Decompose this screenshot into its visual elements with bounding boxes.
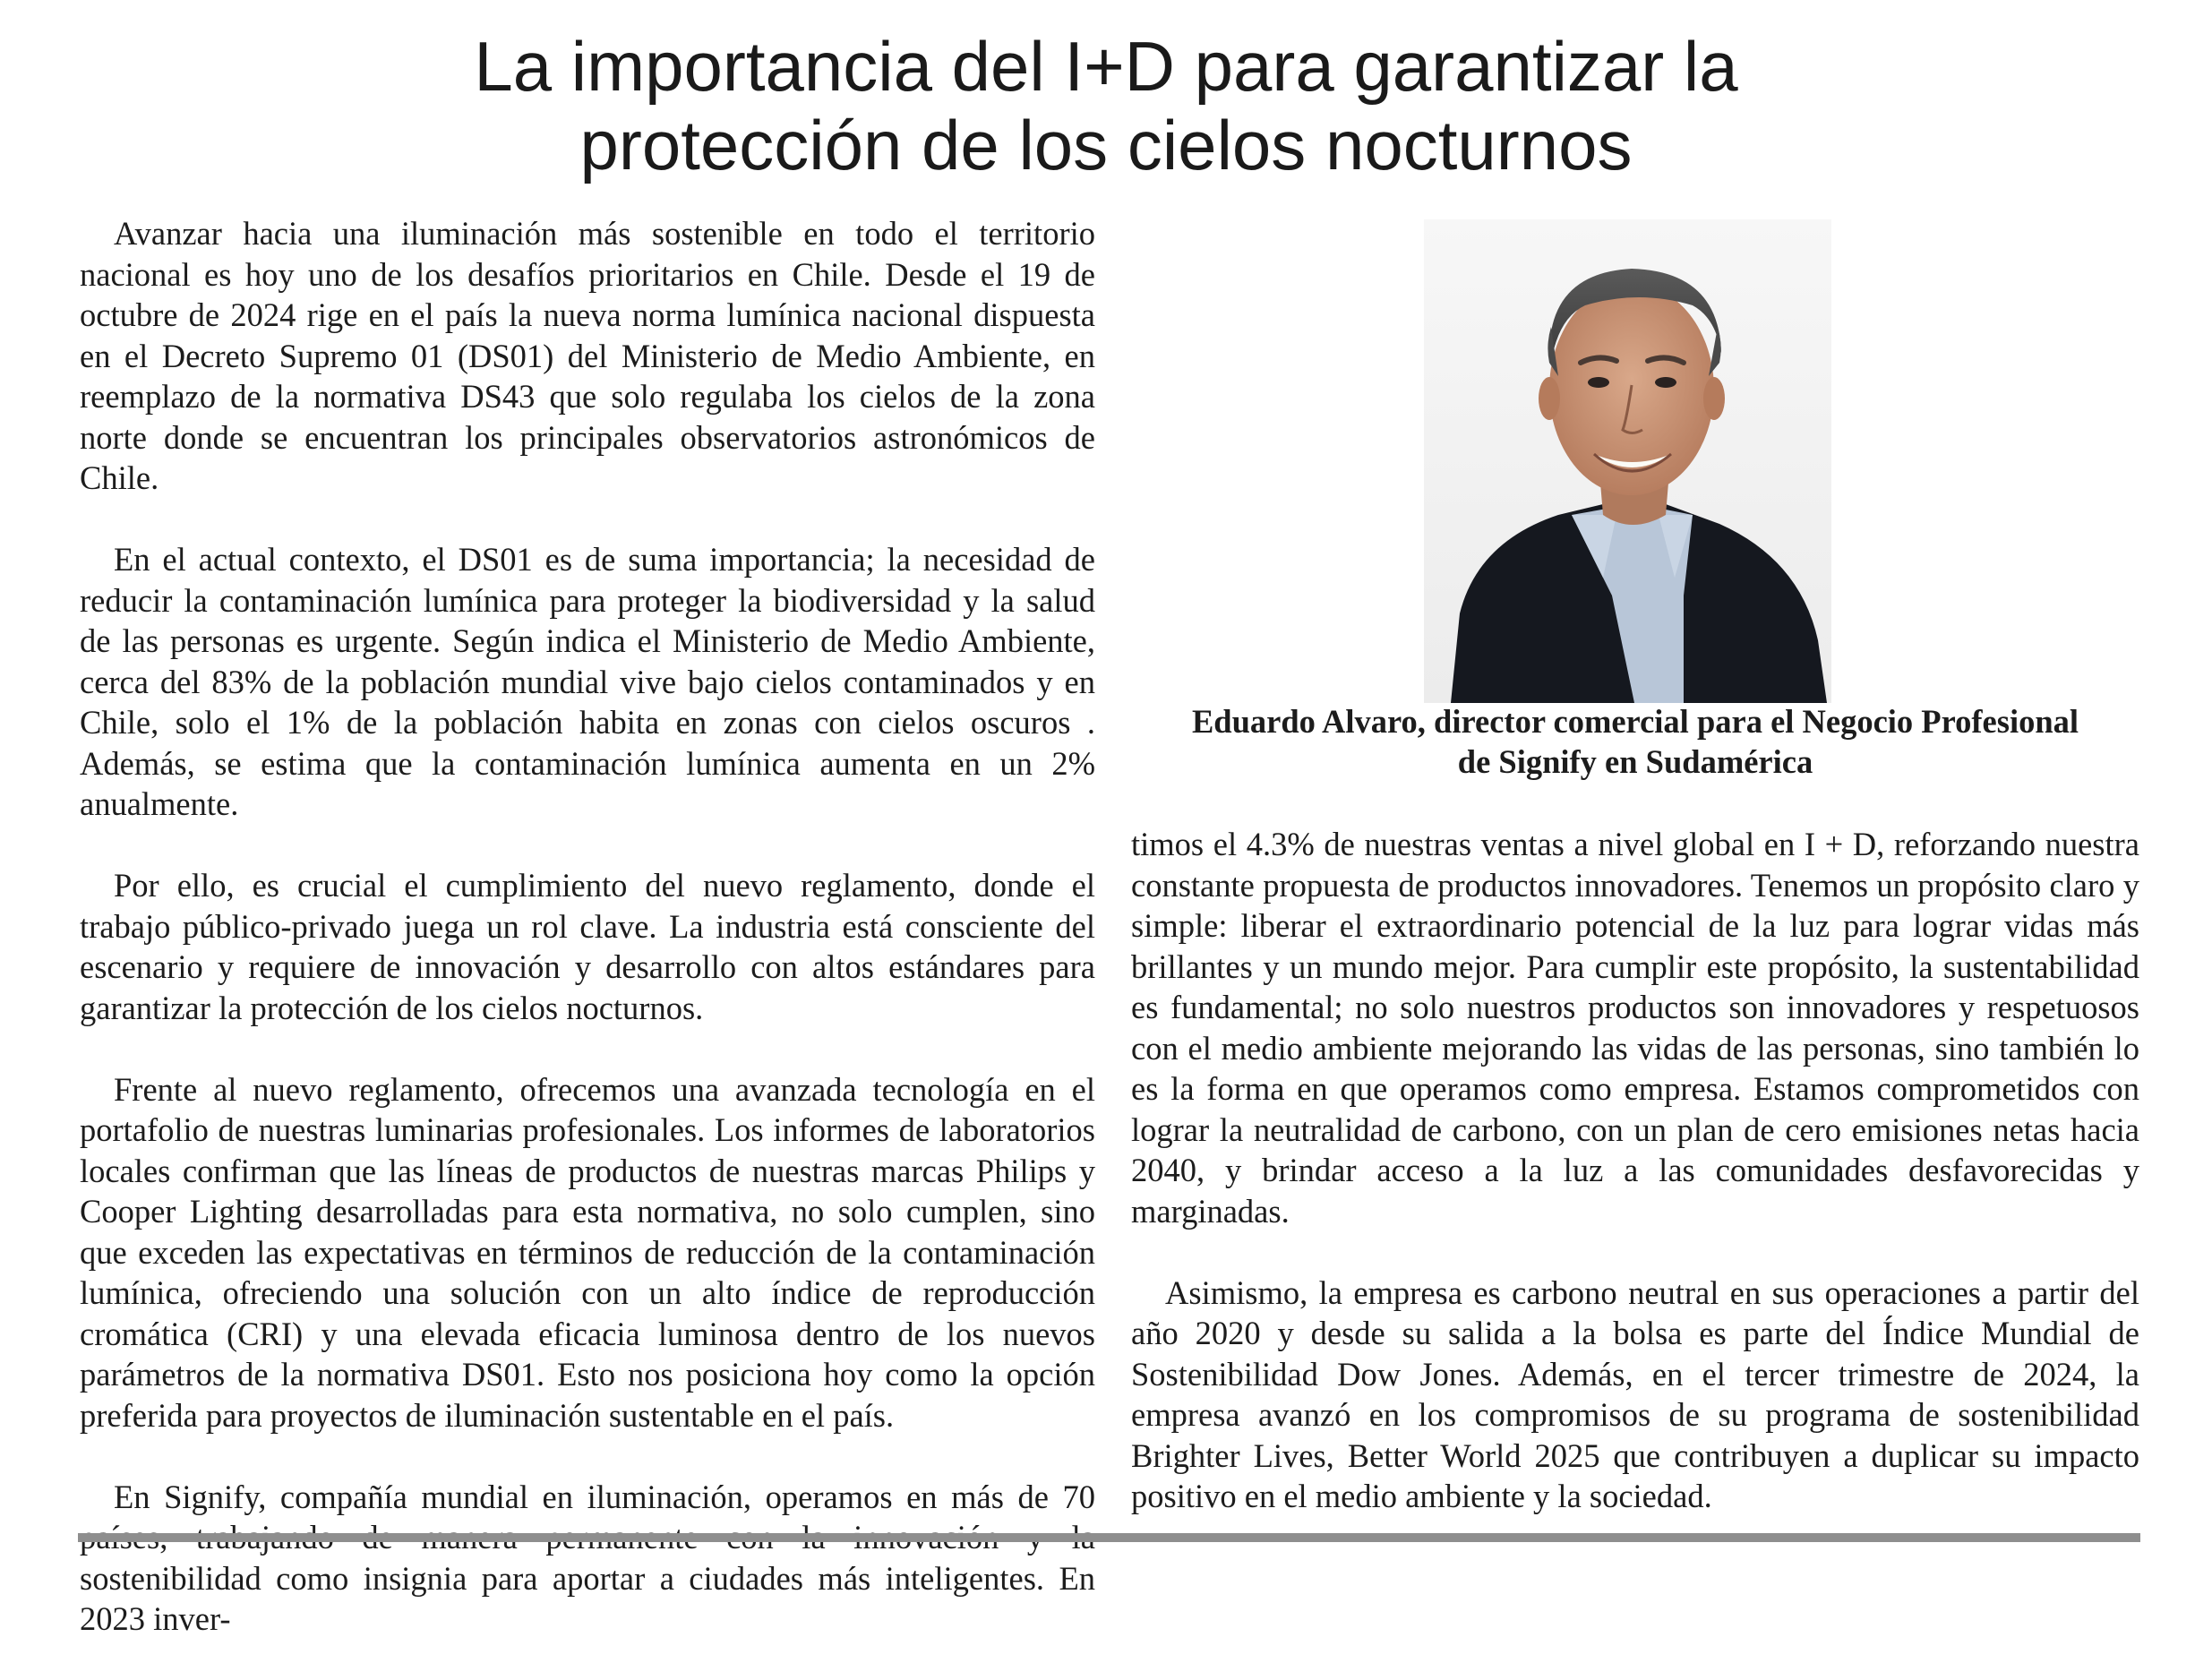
bottom-divider xyxy=(78,1533,2140,1542)
paragraph: En Signify, compañía mundial en iluminación, operamos en más de 70 sostenibilidad como insignia para aportar a ciudades más inteligentes. En 2023 inver- xyxy=(80,1478,1095,1637)
paragraph: Asimismo, la empresa es carbono neutral en sus operaciones a partir del año 2020 y desde su salida a la bolsa es parte del Índice Mundial de Sostenibilidad Dow Jones. Además, en el tercer trimestre de 2024, la empresa avanzó en los compromisos de su programa de sostenibilidad Brighter Lives, Better World 2025 que contribuyen a duplicar su impacto positivo en el medio ambiente y la sociedad. xyxy=(1131,1273,2139,1514)
article-title-line-1: La importancia del I+D para garantizar la xyxy=(474,27,1738,106)
article-title-line-2: protección de los cielos nocturnos xyxy=(579,106,1633,184)
photo-caption-line-1: Eduardo Alvaro, director comercial para el Negocio Profesional xyxy=(1191,703,2079,740)
paragraph: timos el 4.3% de nuestras ventas a nivel global en I + D, reforzando nuestra constante propuesta de productos innovadores. Tenemos un propósito claro y simple: liberar el extraordinario potencial de la luz para lograr vidas más brillantes y un mundo mejor. Para cumplir este propósito, la sustentabilidad es fundamental; no solo nuestros productos son innovadores y respetuosos con el medio ambiente mejorando las vidas de las personas, sino también lo es la forma en que operamos como empresa. Estamos comprometidos con lograr la neutralidad de carbono, con un plan de cero emisiones netas hacia 2040, y brindar acceso a la luz a las comunidades desfavorecidas y marginadas. xyxy=(1131,826,2139,1230)
photo-caption-line-2: de Signify en Sudamérica xyxy=(1457,743,1813,780)
paragraph: Avanzar hacia una iluminación más sostenible en todo el territorio nacional es hoy uno de los desafíos prioritarios en Chile. Desde el 19 de octubre de 2024 rige en el país la nueva norma lumínica nacional dispuesta en el Decreto Supremo 01 (DS01) del Ministerio de Medio Ambiente, en reemplazo de la normativa DS43 que solo regulaba los cielos de la zona norte donde se encuentran los principales observatorios astronómicos de Chile. xyxy=(80,215,1095,496)
right-text-column xyxy=(1131,824,2139,1557)
portrait-photo xyxy=(1424,219,1831,703)
photo-caption xyxy=(1131,701,2139,782)
paragraph: Frente al nuevo reglamento, ofrecemos una avanzada tecnología en el portafolio de nuestras luminarias profesionales. Los informes de laboratorios locales confirman que las líneas de productos de nuestras marcas Philips y Cooper Lighting desarrolladas para esta normativa, no solo cumplen, sino que exceden las expectativas en términos de reducción de la contaminación lumínica, ofreciendo una solución con un alto índice de reproducción cromática (CRI) y una elevada eficacia luminosa dentro de los nuevos parámetros de la normativa DS01. Esto nos posiciona hoy como la opción preferida para proyectos de iluminación sustentable en el país. xyxy=(80,1070,1095,1434)
paragraph: Por ello, es crucial el cumplimiento del nuevo reglamento, donde el trabajo público-privado juega un rol clave. La industria está consciente del escenario y requiere de innovación y desarrollo con altos estándares para garantizar la protección de los cielos nocturnos. xyxy=(80,867,1095,1026)
left-text-column xyxy=(80,213,1095,1680)
paragraph: En el actual contexto, el DS01 es de suma importancia; la necesidad de reducir la contaminación lumínica para proteger la biodiversidad y la salud de las personas es urgente. Según indica el Ministerio de Medio Ambiente, cerca del 83% de la población mundial vive bajo cielos contaminados y en Chile, solo el 1% de la población habita en zonas con cielos oscuros . Además, se estima que la contaminación lumínica aumenta en un 2% anualmente. xyxy=(80,541,1095,822)
article-title xyxy=(0,27,2212,184)
portrait-illustration xyxy=(1424,219,1831,703)
